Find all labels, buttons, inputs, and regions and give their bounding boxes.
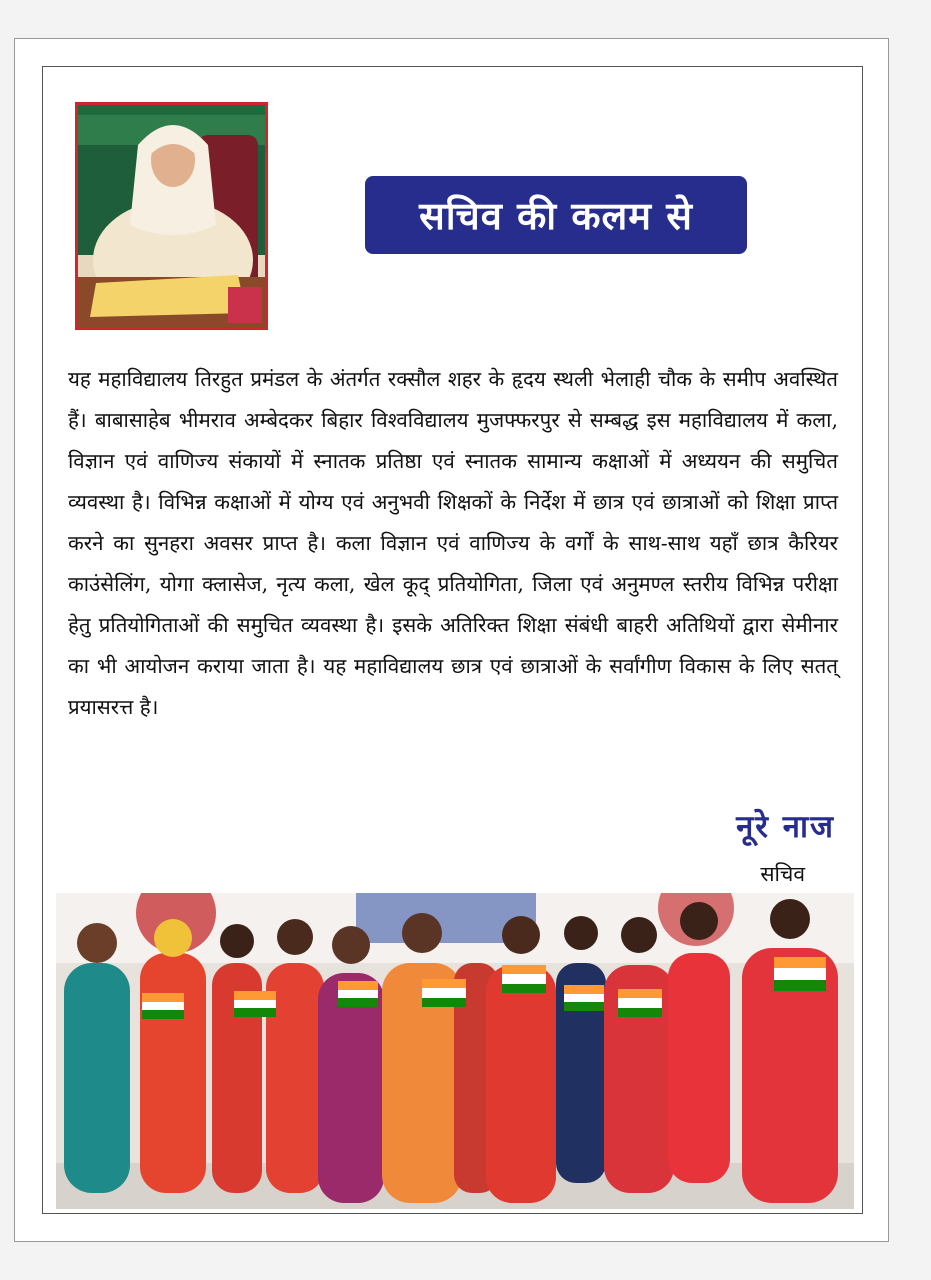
- page-title: सचिव की कलम से: [419, 194, 693, 238]
- secretary-portrait: [75, 102, 268, 330]
- body-paragraph: यह महाविद्यालय तिरहुत प्रमंडल के अंतर्गत रक्सौल शहर के हृदय स्थली भेलाही चौक के समीप अवस्थित हैं। बाबासाहेब भीमराव अम्बेदकर बिहार विश्वविद्यालय मुजफ्फरपुर से सम्बद्ध इस महाविद्यालय में कला, विज्ञान एवं वाणिज्य संकायों में स्नातक प्रतिष्ठा एवं स्नातक सामान्य कक्षाओं में अध्ययन की समुचित व्यवस्था है। विभिन्न कक्षाओं में योग्य एवं अनुभवी शिक्षकों के निर्देश में छात्र एवं छात्राओं को शिक्षा प्राप्त करने का सुनहरा अवसर प्राप्त है। कला विज्ञान एवं वाणिज्य के वर्गों के साथ-साथ यहाँ छात्र कैरियर काउंसेलिंग, योगा क्लासेज, नृत्य कला, खेल कूद् प्रतियोगिता, जिला एवं अनुमण्ल स्तरीय विभिन्न परीक्षा हेतु प्रतियोगिताओं की समुचित व्यवस्था है। इसके अतिरिक्त शिक्षा संबंधी बाहरी अतिथियों द्वारा सेमीनार का भी आयोजन कराया जाता है। यह महाविद्यालय छात्र एवं छात्राओं के सर्वांगीण विकास के लिए सतत् प्रयासरत्त है।: [68, 367, 838, 719]
- content-frame: [42, 66, 863, 1214]
- signature-name: नूरे नाज: [736, 809, 835, 845]
- page: [14, 38, 889, 1242]
- title-banner: [365, 176, 747, 254]
- signature-role: सचिव: [760, 862, 805, 886]
- group-photo: [56, 893, 854, 1209]
